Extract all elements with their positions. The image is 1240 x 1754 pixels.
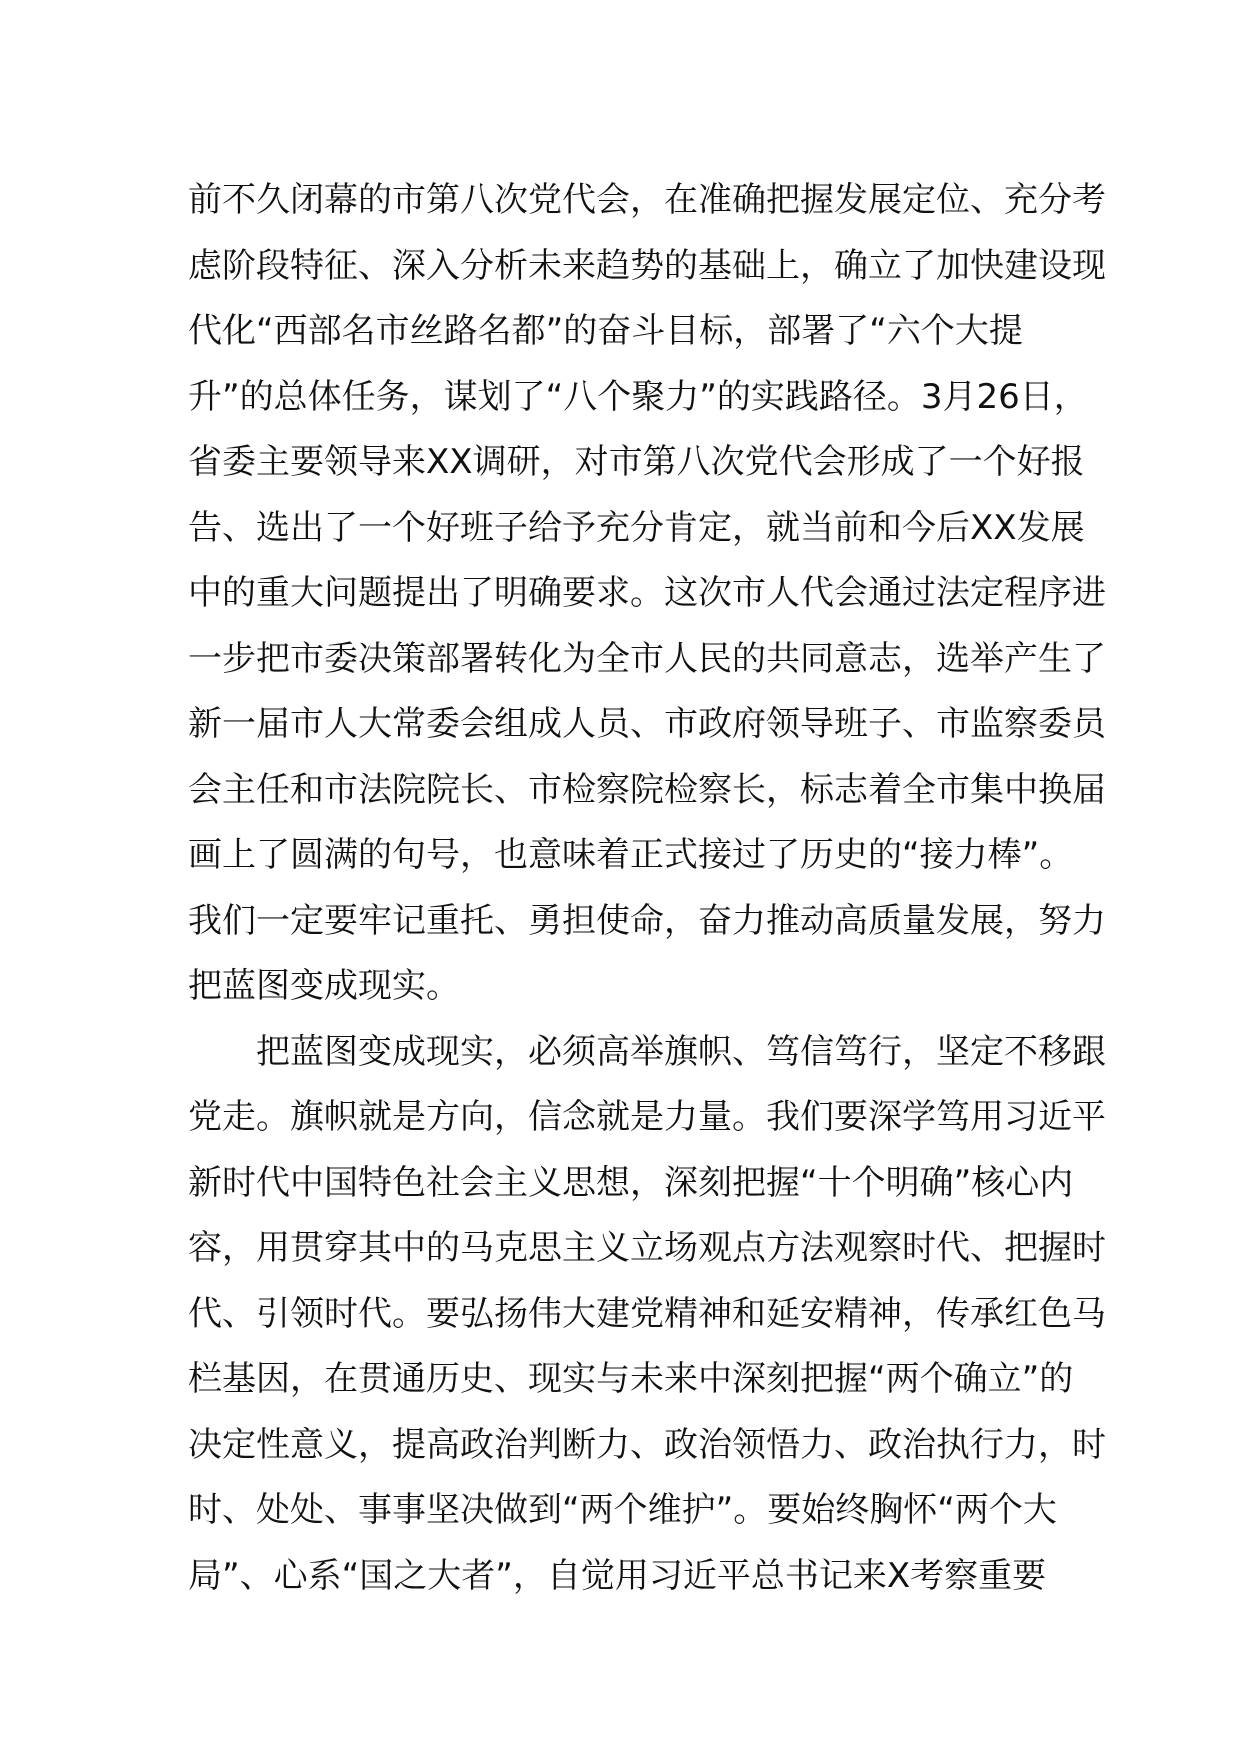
- text-line: 栏基因，在贯通历史、现实与未来中深刻把握“两个确立”的: [188, 1359, 1074, 1399]
- text-line: 局”、心系“国之大者”，自觉用习近平总书记来X考察重要: [188, 1555, 1047, 1596]
- text-line: 党走。旗帜就是方向，信念就是力量。我们要深学笃用习近平: [188, 1097, 1106, 1137]
- text-line: 一步把市委决策部署转化为全市人民的共同意志，选举产生了: [188, 638, 1106, 679]
- text-line: 容，用贯穿其中的马克思主义立场观点方法观察时代、把握时: [188, 1228, 1106, 1268]
- text-line: 把蓝图变成现实，必须高举旗帜、笃信笃行，坚定不移跟: [188, 1031, 1106, 1072]
- text-line: 时、处处、事事坚决做到“两个维护”。要始终胸怀“两个大: [188, 1490, 1057, 1530]
- text-line: 新时代中国特色社会主义思想，深刻把握“十个明确”核心内: [188, 1162, 1074, 1203]
- text-line: 代化“西部名市丝路名都”的奋斗目标，部署了“六个大提: [188, 311, 1023, 351]
- text-line: 省委主要领导来XX调研，对市第八次党代会形成了一个好报: [188, 442, 1085, 482]
- text-line: 前不久闭幕的市第八次党代会，在准确把握发展定位、充分考: [188, 180, 1106, 220]
- text-line: 虑阶段特征、深入分析未来趋势的基础上，确立了加快建设现: [188, 245, 1106, 286]
- text-line: 会主任和市法院院长、市检察院检察长，标志着全市集中换届: [188, 769, 1106, 810]
- text-line: 新一届市人大常委会组成人员、市政府领导班子、市监察委员: [188, 704, 1106, 744]
- text-line: 中的重大问题提出了明确要求。这次市人代会通过法定程序进: [188, 573, 1106, 613]
- body-text: [188, 168, 1106, 1609]
- text-line: 把蓝图变成现实。: [188, 966, 460, 1006]
- text-line: 告、选出了一个好班子给予充分肯定，就当前和今后XX发展: [188, 507, 1085, 548]
- text-line: 代、引领时代。要弘扬伟大建党精神和延安精神，传承红色马: [188, 1293, 1106, 1334]
- text-line: 升”的总体任务，谋划了“八个聚力”的实践路径。3月26日，: [188, 376, 1088, 417]
- text-line: 我们一定要牢记重托、勇担使命，奋力推动高质量发展，努力: [188, 900, 1106, 941]
- text-line: 决定性意义，提高政治判断力、政治领悟力、政治执行力，时: [188, 1424, 1106, 1465]
- text-line: 画上了圆满的句号，也意味着正式接过了历史的“接力棒”。: [188, 835, 1074, 875]
